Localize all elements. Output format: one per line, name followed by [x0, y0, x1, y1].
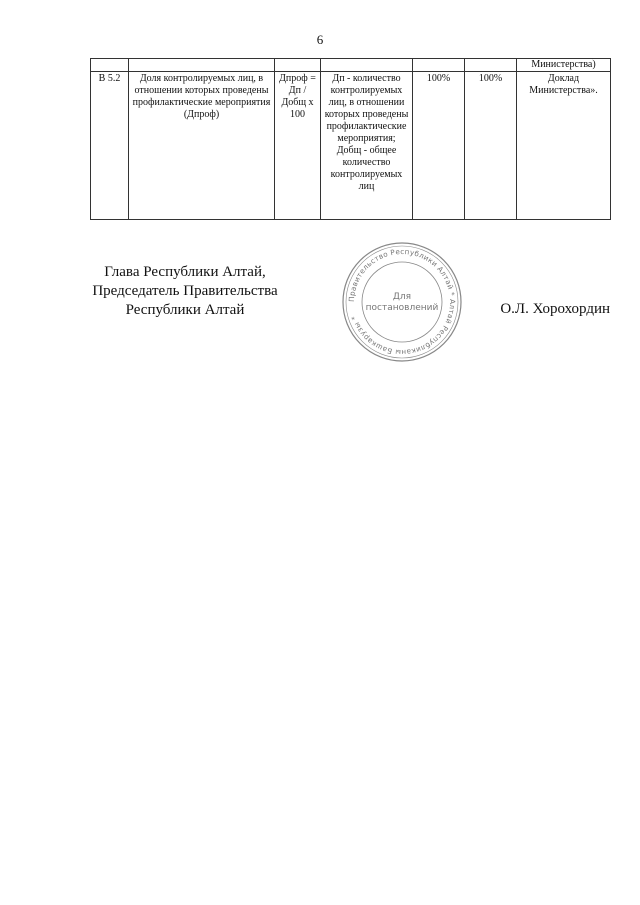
signer-name: О.Л. Хорохордин — [500, 301, 610, 317]
indicator-code-cell: В 5.2 — [91, 72, 129, 220]
seal-center-line-2: постановлений — [365, 303, 439, 313]
indicator-table — [90, 58, 611, 220]
signer-title-line-1: Глава Республики Алтай, — [104, 264, 266, 280]
formula-cell: Дпроф = Дп / Добщ х 100 — [275, 72, 321, 220]
table-cell: Министерства) — [517, 59, 611, 72]
seal-ring-text: Правительство Республики Алтай * Алтай Республиканы Башкарузы * — [346, 246, 458, 358]
source-cell: Доклад Министерства». — [517, 72, 611, 220]
table-cell — [91, 59, 129, 72]
value-cell-2: 100% — [465, 72, 517, 220]
signer-title-line-3: Республики Алтай — [125, 302, 245, 318]
official-seal-icon — [340, 240, 464, 364]
table-cell — [465, 59, 517, 72]
seal-center-line-1: Для — [392, 292, 412, 302]
table-cell — [413, 59, 465, 72]
indicator-name-cell: Доля контролируемых лиц, в отношении которых проведены профилактические мероприятия (Дпроф) — [129, 72, 275, 220]
continuation-row — [91, 59, 611, 72]
table-cell — [129, 59, 275, 72]
table-cell — [321, 59, 413, 72]
page-number: 6 — [316, 32, 324, 47]
definitions-cell: Дп - количество контролируемых лиц, в отношении которых проведены профилактические мероприятия; Добщ - общее количество контролируемых лиц — [321, 72, 413, 220]
table-row — [91, 72, 611, 220]
signature-block — [80, 263, 290, 320]
signer-title-line-2: Председатель Правительства — [92, 283, 278, 299]
table-cell — [275, 59, 321, 72]
value-cell-1: 100% — [413, 72, 465, 220]
